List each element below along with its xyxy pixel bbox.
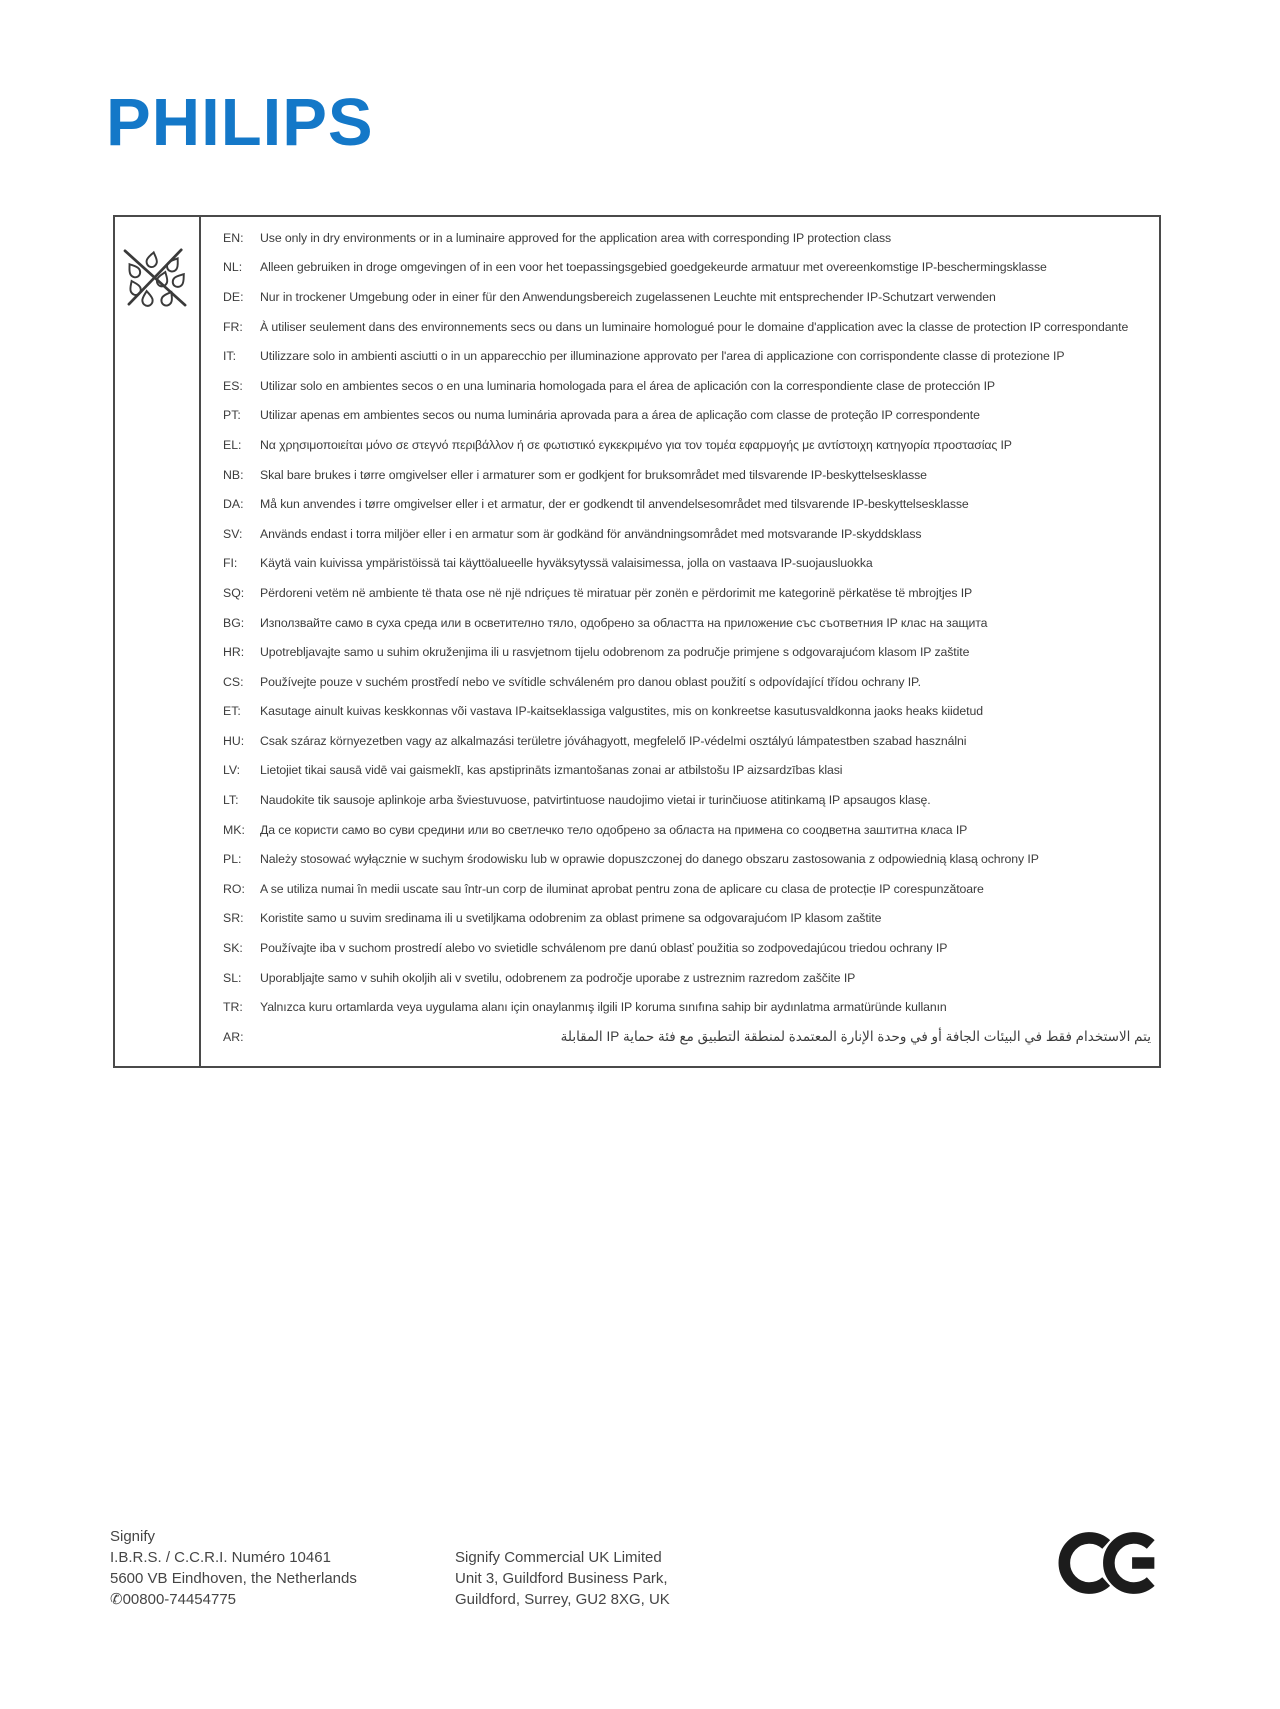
language-row xyxy=(223,933,1151,963)
language-row xyxy=(223,223,1151,253)
language-text: Csak száraz környezetben vagy az alkalmazási területre jóváhagyott, megfelelő IP-védelmi osztályú lámpatestben szabad használni xyxy=(260,733,967,748)
language-row xyxy=(223,815,1151,845)
language-code: LT: xyxy=(223,793,239,808)
language-code: AR: xyxy=(223,1029,244,1044)
language-row xyxy=(223,549,1151,579)
icon-column xyxy=(115,217,201,1066)
signify-city-line: 5600 VB Eindhoven, the Netherlands xyxy=(110,1570,357,1587)
signify-ibrs-line: I.B.R.S. / C.C.R.I. Numéro 10461 xyxy=(110,1549,331,1566)
language-text: Utilizar solo en ambientes secos o en una luminaria homologada para el área de aplicación con la correspondiente clase de protección IP xyxy=(260,378,996,393)
language-row xyxy=(223,667,1151,697)
language-code: LV: xyxy=(223,763,241,778)
signify-address-block xyxy=(110,1526,357,1610)
language-code: TR: xyxy=(223,1000,243,1015)
language-row xyxy=(223,282,1151,312)
language-code: EL: xyxy=(223,437,242,452)
language-row xyxy=(223,430,1151,460)
language-row xyxy=(223,992,1151,1022)
uk-address-block xyxy=(455,1547,670,1610)
language-text: Да се користи само во суви средини или во светлечко тело одобрено за областа на примена со соодветна заштитна класа IP xyxy=(260,822,968,837)
language-code: PL: xyxy=(223,852,242,867)
language-text: Use only in dry environments or in a luminaire approved for the application area with corresponding IP protection class xyxy=(260,230,892,245)
language-code: RO: xyxy=(223,881,245,896)
language-code: SL: xyxy=(223,970,242,985)
language-code: PT: xyxy=(223,408,241,423)
uk-company-line: Signify Commercial UK Limited xyxy=(455,1549,662,1566)
phone-icon: ✆ xyxy=(110,1591,123,1608)
language-text: Να χρησιμοποιείται μόνο σε στεγνό περιβάλλον ή σε φωτιστικό εγκεκριμένο για τον τομέα εφαρμογής με αντίστοιχη κατηγορία προστασίας IP xyxy=(260,437,1012,452)
language-code: EN: xyxy=(223,230,244,245)
language-text: À utiliser seulement dans des environnements secs ou dans un luminaire homologué pour le domaine d'application avec la classe de protection IP correspondante xyxy=(260,319,1129,334)
language-row xyxy=(223,401,1151,431)
ce-mark xyxy=(1056,1528,1159,1598)
language-code: IT: xyxy=(223,349,236,364)
language-row xyxy=(223,726,1151,756)
language-row xyxy=(223,489,1151,519)
signify-phone-line xyxy=(110,1589,357,1610)
language-rows xyxy=(201,217,1159,1066)
language-text: Utilizar apenas em ambientes secos ou numa luminária aprovada para a área de aplicação com classe de proteção IP correspondente xyxy=(260,408,980,423)
language-code: FI: xyxy=(223,556,238,571)
uk-city-line: Guildford, Surrey, GU2 8XG, UK xyxy=(455,1591,670,1608)
phone-number: 00800-74454775 xyxy=(122,1591,237,1608)
language-row xyxy=(223,904,1151,934)
language-text: Používejte pouze v suchém prostředí nebo ve svítidle schváleném pro danou oblast použití s odpovídající třídou ochrany IP. xyxy=(260,674,921,689)
language-text: Používajte iba v suchom prostredí alebo vo svietidle schválenom pre danú oblasť použitia so zodpovedajúcou triedou ochrany IP xyxy=(260,941,948,956)
language-row xyxy=(223,312,1151,342)
language-code: DA: xyxy=(223,497,244,512)
language-row xyxy=(223,697,1151,727)
language-code: CS: xyxy=(223,674,244,689)
language-code: HU: xyxy=(223,733,245,748)
language-row xyxy=(223,341,1151,371)
language-row xyxy=(223,874,1151,904)
language-text: يتم الاستخدام فقط في البيئات الجافة أو في وحدة الإنارة المعتمدة لمنطقة التطبيق مع فئة حماية IP المقابلة xyxy=(560,1028,1151,1044)
language-text: Yalnızca kuru ortamlarda veya uygulama alanı için onaylanmış ilgili IP koruma sınıfına sahip bir aydınlatma armatüründe kullanın xyxy=(260,1000,947,1015)
language-code: SQ: xyxy=(223,585,245,600)
language-code: HR: xyxy=(223,645,245,660)
language-text: A se utiliza numai în medii uscate sau într-un corp de iluminat aprobat pentru zona de aplicare cu clasa de protecție IP corespunzătoare xyxy=(260,881,984,896)
language-row xyxy=(223,637,1151,667)
language-text: Koristite samo u suvim sredinama ili u svetiljkama odobrenim za oblast primene sa odgovarajućom IP klasom zaštite xyxy=(260,911,882,926)
language-text: Upotrebljavajte samo u suhim okruženjima ili u rasvjetnom tijelu odobrenom za područje primjene s odgovarajućom klasom IP zaštite xyxy=(260,645,970,660)
uk-unit-line: Unit 3, Guildford Business Park, xyxy=(455,1570,668,1587)
language-text: Należy stosować wyłącznie w suchym środowisku lub w oprawie dopuszczonej do danego obszaru zastosowania z odpowiednią klasą ochrony IP xyxy=(260,852,1039,867)
language-row xyxy=(223,963,1151,993)
language-row xyxy=(223,844,1151,874)
language-text: Nur in trockener Umgebung oder in einer für den Anwendungsbereich zugelassenen Leuchte mit entsprechender IP-Schutzart verwenden xyxy=(260,289,996,304)
language-text: Използвайте само в суха среда или в осветително тяло, одобрено за областта на приложение със съответния IP клас на защита xyxy=(260,615,988,630)
language-text: Naudokite tik sausoje aplinkoje arba šviestuvuose, patvirtintuose naudojimo vietai ir turinčiuose atitinkamą IP apsaugos klasę. xyxy=(260,793,931,808)
language-text: Skal bare brukes i tørre omgivelser eller i armaturer som er godkjent for bruksområdet med tilsvarende IP-beskyttelsesklasse xyxy=(260,467,927,482)
language-text: Kasutage ainult kuivas keskkonnas või vastava IP-kaitseklassiga valgustites, mis on konkreetse kasutusvaldkonna jaoks heaks kiidetud xyxy=(260,704,983,719)
language-row xyxy=(223,756,1151,786)
language-row xyxy=(223,371,1151,401)
signify-name: Signify xyxy=(110,1528,156,1545)
language-text: Përdoreni vetëm në ambiente të thata ose në një ndriçues të miratuar për zonën e përdorimit me kategorinë përkatëse të mbrojtjes IP xyxy=(260,585,973,600)
language-row xyxy=(223,460,1151,490)
language-text: Uporabljajte samo v suhih okoljih ali v svetilu, odobrenem za področje uporabe z ustreznim razredom zaščite IP xyxy=(260,970,856,985)
language-code: MK: xyxy=(223,822,245,837)
language-code: DE: xyxy=(223,289,244,304)
language-code: ET: xyxy=(223,704,241,719)
language-row xyxy=(223,608,1151,638)
language-text: Utilizzare solo in ambienti asciutti o in un apparecchio per illuminazione approvato per l'area di applicazione con corrispondente classe di protezione IP xyxy=(260,349,1065,364)
language-text: Må kun anvendes i tørre omgivelser eller i et armatur, der er godkendt til anvendelsesområdet med tilsvarende IP-beskyttelsesklasse xyxy=(260,497,969,512)
language-text: Alleen gebruiken in droge omgevingen of in een voor het toepassingsgebied goedgekeurde armatuur met overeenkomstige IP-beschermingsklasse xyxy=(260,260,1047,275)
philips-logo: PHILIPS xyxy=(106,85,374,160)
language-row xyxy=(223,785,1151,815)
language-row xyxy=(223,253,1151,283)
language-code: SV: xyxy=(223,526,243,541)
language-code: NB: xyxy=(223,467,244,482)
no-water-drops-icon xyxy=(120,245,194,309)
instruction-table xyxy=(113,215,1161,1068)
language-code: BG: xyxy=(223,615,245,630)
language-code: NL: xyxy=(223,260,243,275)
language-code: SK: xyxy=(223,941,243,956)
language-code: FR: xyxy=(223,319,243,334)
language-row xyxy=(223,519,1151,549)
language-row xyxy=(223,1022,1151,1052)
language-row xyxy=(223,578,1151,608)
language-text: Käytä vain kuivissa ympäristöissä tai käyttöalueelle hyväksytyssä valaisimessa, jolla on vastaava IP-suojausluokka xyxy=(260,556,873,571)
language-text: Lietojiet tikai sausā vidē vai gaismeklī, kas apstiprināts izmantošanas zonai ar atbilstošu IP aizsardzības klasi xyxy=(260,763,843,778)
language-code: ES: xyxy=(223,378,243,393)
language-text: Används endast i torra miljöer eller i en armatur som är godkänd för användningsområdet med motsvarande IP-skyddsklass xyxy=(260,526,922,541)
language-code: SR: xyxy=(223,911,244,926)
